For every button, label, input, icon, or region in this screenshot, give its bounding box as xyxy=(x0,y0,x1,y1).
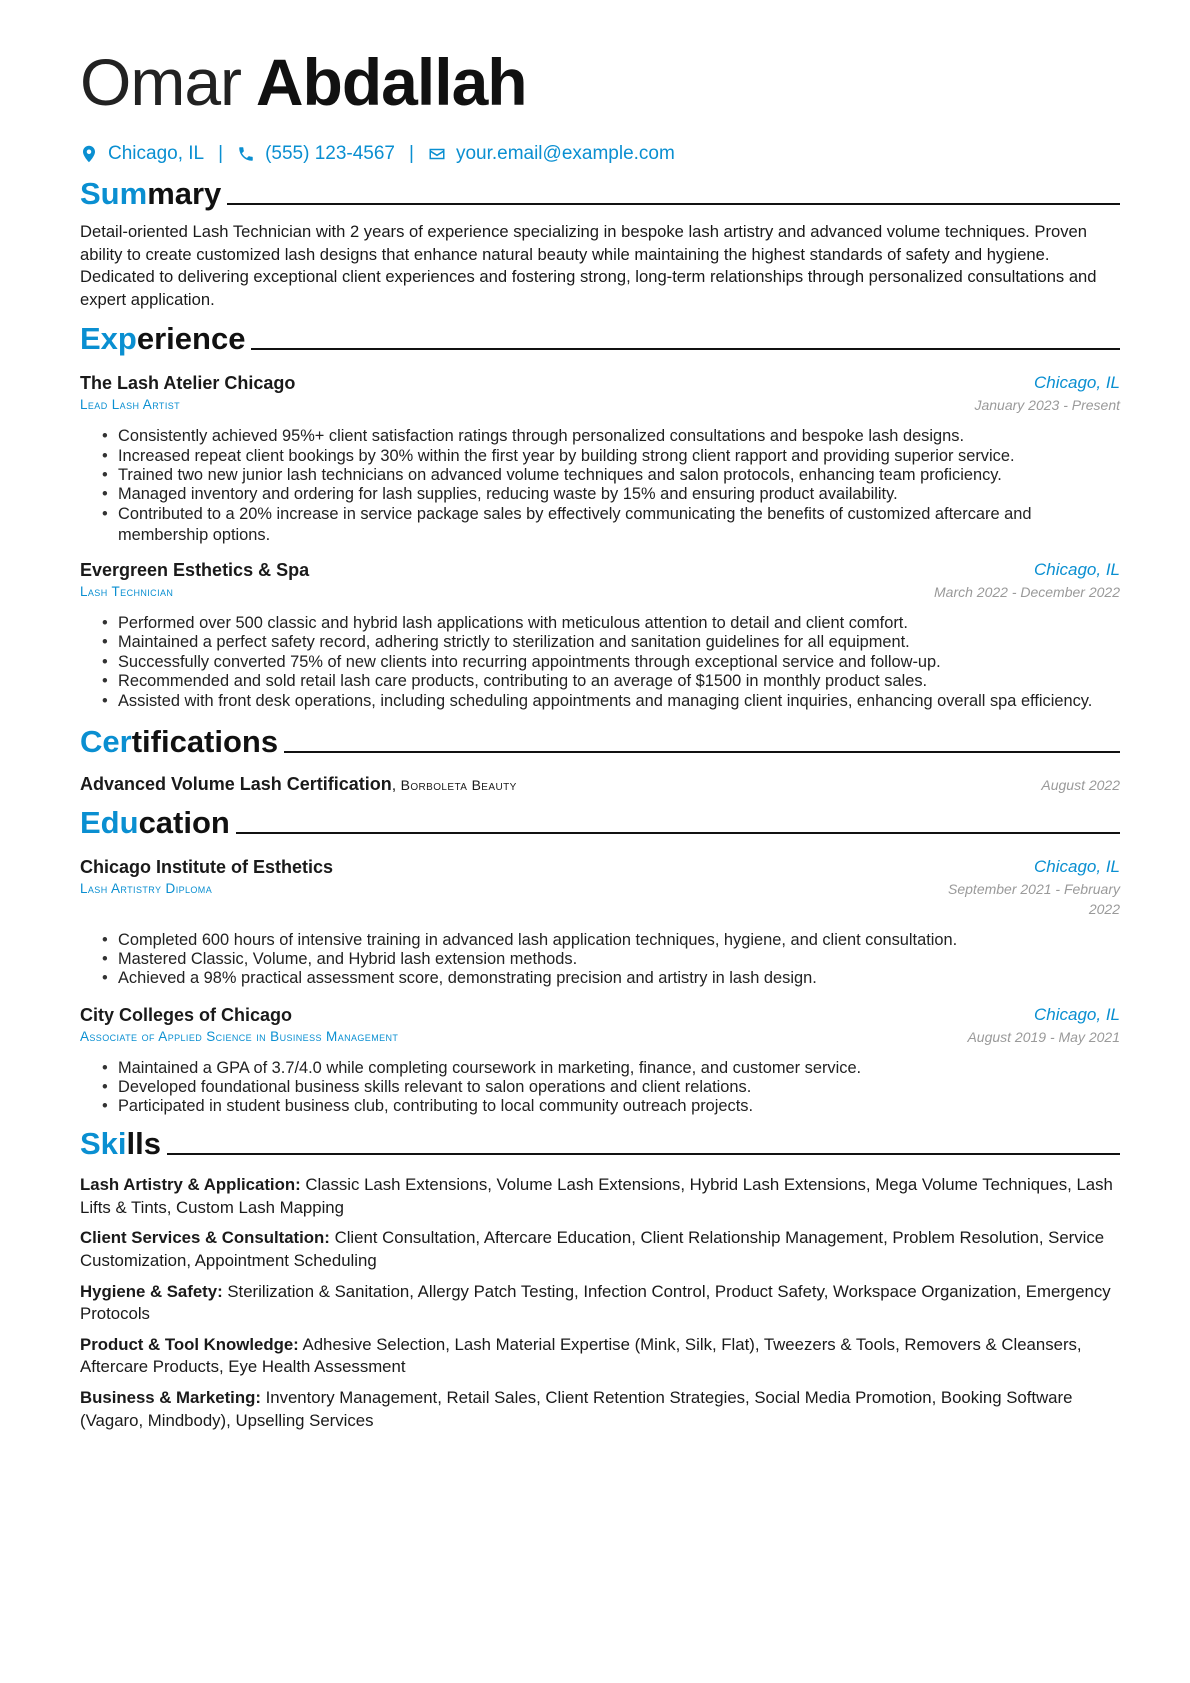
bullet-item: • Participated in student business club, contributing to local community outreach projects. xyxy=(118,1097,1120,1116)
summary-text: Detail-oriented Lash Technician with 2 years of experience specializing in bespoke lash artistry and advanced volume techniques. Proven ability to create customized lash designs that enhance natural beauty while maintaining the highest standards of safety and hygiene. Dedicated to delivering exceptional client experiences and fostering strong, long-term relationships through personalized consultations and expert application. xyxy=(80,222,1097,309)
bullet-item: • Maintained a perfect safety record, adhering strictly to sterilization and sanitation guidelines for all equipment. xyxy=(118,633,1120,652)
skills-heading-accent: Ski xyxy=(80,1126,127,1162)
job-bullets xyxy=(80,427,1120,546)
skill-group xyxy=(80,1334,1120,1379)
skills-heading xyxy=(80,1126,1120,1162)
education-entry xyxy=(80,855,1120,989)
experience-entry xyxy=(80,558,1120,712)
experience-entry xyxy=(80,371,1120,546)
company-name: The Lash Atelier Chicago xyxy=(80,373,296,394)
summary-heading-rest: mary xyxy=(147,176,222,211)
education-dates-line: 2022 xyxy=(1088,901,1120,917)
skill-group-label: Lash Artistry & Application: xyxy=(80,1175,301,1195)
summary-heading xyxy=(80,176,1120,212)
education-entry xyxy=(80,1003,1120,1117)
section-rule xyxy=(236,832,1120,834)
first-name: Omar xyxy=(80,45,241,119)
section-rule xyxy=(251,348,1120,350)
bullet-item: • Achieved a 98% practical assessment score, demonstrating precision and artistry in lash design. xyxy=(118,969,1120,988)
education-dates-line: September 2021 - February xyxy=(948,881,1120,897)
bullet-item: • Developed foundational business skills relevant to salon operations and client relations. xyxy=(118,1078,1120,1097)
education-heading xyxy=(80,805,1120,841)
job-title: Lead Lash Artist xyxy=(80,397,181,413)
section-rule xyxy=(284,751,1120,753)
bullet-item: • Managed inventory and ordering for lash supplies, reducing waste by 15% and ensuring product availability. xyxy=(118,485,1120,504)
school-location: Chicago, IL xyxy=(1034,1004,1120,1024)
job-title: Lash Technician xyxy=(80,584,174,600)
candidate-name xyxy=(80,44,1120,120)
contact-bar xyxy=(80,140,1120,168)
experience-heading xyxy=(80,321,1120,357)
envelope-icon xyxy=(428,145,446,163)
job-bullets xyxy=(80,614,1120,712)
contact-separator: | xyxy=(409,143,414,164)
skill-group xyxy=(80,1281,1120,1326)
last-name: Abdallah xyxy=(255,45,527,119)
bullet-item: • Maintained a GPA of 3.7/4.0 while completing coursework in marketing, finance, and customer service. xyxy=(118,1059,1120,1078)
skill-group-items: Sterilization & Sanitation, Allergy Patch Testing, Infection Control, Product Safety, Workspace Organization, Emergency Protocols xyxy=(80,1281,1111,1324)
section-rule xyxy=(167,1153,1120,1155)
skill-group-label: Business & Marketing: xyxy=(80,1387,261,1407)
contact-email[interactable] xyxy=(428,143,675,165)
experience-heading-rest: erience xyxy=(136,321,246,357)
contact-separator: | xyxy=(218,143,224,164)
phone-icon xyxy=(237,145,255,163)
bullet-item: • Trained two new junior lash technicians on advanced volume techniques and salon protocols, enhancing team proficiency. xyxy=(118,466,1120,485)
bullet-item: • Successfully converted 75% of new clients into recurring appointments through exceptional service and follow-up. xyxy=(118,653,1120,672)
skill-group-items: Client Consultation, Aftercare Education, Client Relationship Management, Problem Resolution, Service Customization, Appointment Scheduling xyxy=(80,1228,1105,1270)
company-location: Chicago, IL xyxy=(1034,373,1120,393)
skills-list xyxy=(80,1174,1120,1432)
bullet-item: • Assisted with front desk operations, including scheduling appointments and managing client inquiries, enhancing overall spa efficiency. xyxy=(118,691,1120,712)
skill-group-label: Client Services & Consultation: xyxy=(80,1228,330,1248)
education-dates: August 2019 - May 2021 xyxy=(967,1028,1120,1045)
education-bullets xyxy=(80,1059,1120,1117)
skills-heading-rest: lls xyxy=(126,1126,161,1162)
certifications-heading xyxy=(80,724,1120,760)
school-name: Chicago Institute of Esthetics xyxy=(80,857,334,877)
bullet-item: • Performed over 500 classic and hybrid lash applications with meticulous attention to detail and client comfort. xyxy=(118,614,1120,633)
school-location: Chicago, IL xyxy=(1034,857,1120,876)
degree-title: Associate of Applied Science in Business Management xyxy=(80,1028,399,1044)
certification-item xyxy=(80,774,1120,795)
resume-page xyxy=(80,44,1120,1432)
section-rule xyxy=(227,203,1120,205)
degree-title: Lash Artistry Diploma xyxy=(80,881,213,896)
bullet-item: • Consistently achieved 95%+ client satisfaction ratings through personalized consultations and bespoke lash designs. xyxy=(118,427,1120,446)
skill-group-label: Hygiene & Safety: xyxy=(80,1281,223,1301)
contact-phone[interactable] xyxy=(237,143,395,165)
certification-comma: , xyxy=(391,777,401,794)
map-pin-icon xyxy=(80,145,98,163)
company-location: Chicago, IL xyxy=(1034,560,1120,580)
skill-group-label: Product & Tool Knowledge: xyxy=(80,1334,299,1354)
summary-heading-accent: Sum xyxy=(80,176,148,211)
bullet-item: • Increased repeat client bookings by 30% within the first year by building strong client rapport and providing superior service. xyxy=(118,447,1120,466)
education-heading-rest: cation xyxy=(138,805,230,840)
education-bullets xyxy=(80,931,1120,989)
bullet-item: • Completed 600 hours of intensive training in advanced lash application techniques, hygiene, and client consultation. xyxy=(118,931,1120,950)
certifications-heading-rest: tifications xyxy=(131,724,279,759)
skill-group-items: Adhesive Selection, Lash Material Expertise (Mink, Silk, Flat), Tweezers & Tools, Removers & Cleansers, Aftercare Products, Eye Health Assessment xyxy=(80,1334,1082,1377)
company-name: Evergreen Esthetics & Spa xyxy=(80,560,310,581)
email-link: your.email@example.com xyxy=(455,143,675,164)
skill-group-items: Inventory Management, Retail Sales, Client Retention Strategies, Social Media Promotion, Booking Software (Vagaro, Mindbody), Upselling Services xyxy=(80,1387,1073,1430)
phone-text: (555) 123-4567 xyxy=(265,143,395,164)
skill-group-items: Classic Lash Extensions, Volume Lash Extensions, Hybrid Lash Extensions, Mega Volume Techniques, Lash Lifts & Tints, Custom Lash Mapping xyxy=(80,1175,1113,1217)
skill-group xyxy=(80,1174,1120,1219)
bullet-item: • Contributed to a 20% increase in service package sales by effectively communicating the benefits of customized aftercare and membership options. xyxy=(118,504,1120,546)
school-name: City Colleges of Chicago xyxy=(80,1004,293,1025)
certification-name: Advanced Volume Lash Certification xyxy=(80,774,392,794)
skill-group xyxy=(80,1227,1120,1272)
bullet-item: • Mastered Classic, Volume, and Hybrid lash extension methods. xyxy=(118,950,1120,969)
job-dates: January 2023 - Present xyxy=(974,397,1120,414)
certification-issuer: Borboleta Beauty xyxy=(400,777,517,793)
experience-heading-accent: Exp xyxy=(80,321,137,357)
location-text: Chicago, IL xyxy=(108,143,205,164)
certifications-heading-accent: Cer xyxy=(80,724,132,759)
certification-date: August 2022 xyxy=(1041,777,1120,793)
education-dates xyxy=(948,879,1120,919)
skill-group xyxy=(80,1387,1120,1432)
education-heading-accent: Edu xyxy=(80,805,139,840)
contact-location xyxy=(80,143,204,165)
bullet-item: • Recommended and sold retail lash care products, contributing to an average of $1500 in monthly product sales. xyxy=(118,672,1120,691)
job-dates: March 2022 - December 2022 xyxy=(934,584,1120,601)
